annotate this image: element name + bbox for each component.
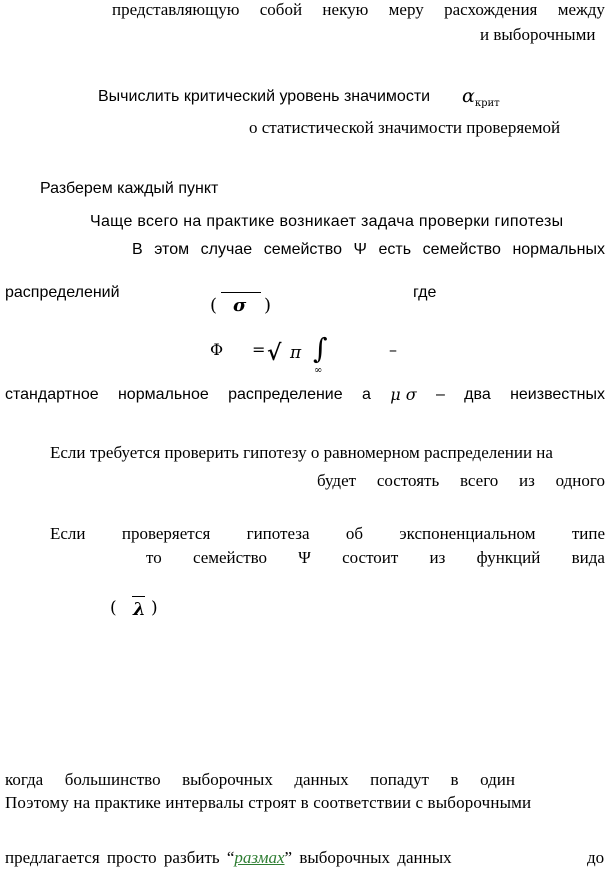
text-line-7: В этом случае семейство Ψ есть семейство нормальных (132, 241, 605, 258)
text-line-14: когда большинство выборочных данных попадут в один (5, 770, 515, 789)
pi-symbol: π (290, 343, 302, 363)
formula-paren-right: ) (151, 598, 158, 618)
text-line-1 (112, 0, 605, 20)
word: представляющую (112, 0, 240, 19)
text-line-8-right: где (413, 284, 437, 301)
text-line-4: о статистической значимости проверяемой (249, 118, 561, 137)
text-line-16-end: до (587, 848, 605, 867)
word: между (557, 0, 605, 19)
range-link[interactable]: размах (234, 848, 285, 867)
mu-sigma-symbols: μ σ (390, 385, 417, 404)
text-line-16: предлагается просто разбить “размах” выборочных данных (5, 848, 452, 867)
text-line-13: то семейство Ψ состоит из функций вида (146, 548, 605, 567)
formula-paren-left: ( (210, 295, 218, 316)
text-line-9: стандартное нормальное распределение а μ σ – два неизвестных (5, 385, 605, 404)
psi-symbol: Ψ (298, 548, 311, 567)
equals-sign: = (252, 340, 266, 359)
formula-paren-right: ) (264, 295, 272, 316)
word: расхождения (444, 0, 538, 19)
formula-paren-left: ( (110, 598, 117, 618)
text-line-15: Поэтому на практике интервалы строят в соответствии с выборочными (5, 793, 532, 812)
text-line-8-left: распределений (5, 284, 120, 301)
formula-overline (221, 292, 261, 293)
sigma-symbol: σ (233, 295, 247, 316)
formula-overline (132, 596, 145, 597)
section-heading: Разберем каждый пункт (40, 180, 219, 197)
word: собой (259, 0, 303, 19)
dash-symbol: – (389, 340, 397, 359)
text-line-10: Если требуется проверить гипотезу о равномерном распределении на (50, 443, 553, 462)
phi-symbol: Φ (210, 340, 224, 359)
lambda-symbol: λ (133, 599, 146, 620)
infinity-symbol: ∞ (314, 365, 323, 376)
text-line-3: Вычислить критический уровень значимости (98, 88, 431, 105)
psi-symbol: Ψ (353, 241, 367, 258)
word: некую (322, 0, 369, 19)
word: меру (388, 0, 424, 19)
text-line-2: и выборочными (480, 25, 596, 44)
alpha-critical-symbol: $\alpha_{крит}$ (462, 85, 500, 109)
text-line-11: будет состоять всего из одного (317, 471, 605, 490)
text-line-12: Если проверяется гипотеза об экспоненциальном типе (50, 524, 605, 543)
text-line-6: Чаще всего на практике возникает задача проверки гипотезы (90, 213, 564, 230)
integral-symbol: ∫ (313, 332, 328, 365)
sqrt-symbol: √ (267, 340, 282, 366)
